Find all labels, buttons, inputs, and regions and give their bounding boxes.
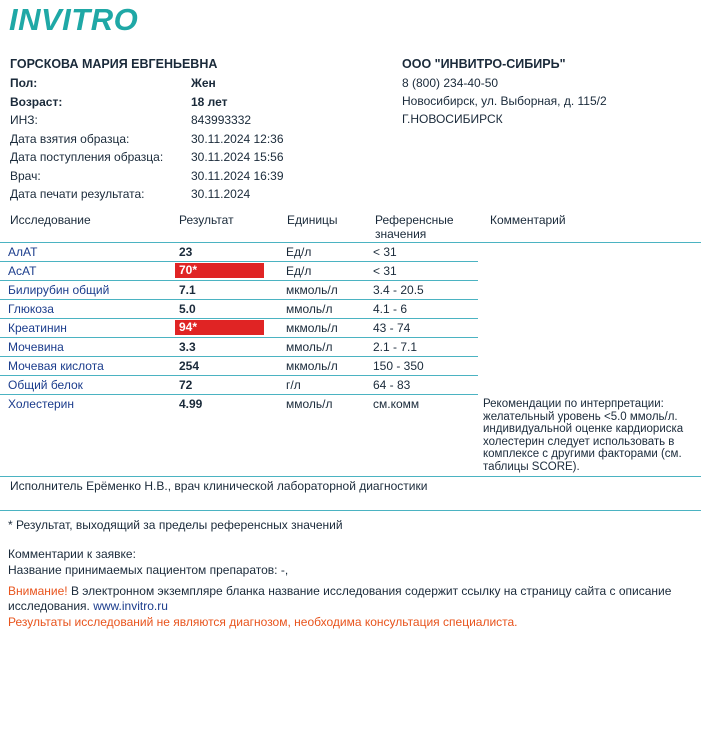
result-value: 72 — [179, 378, 193, 392]
table-row — [0, 281, 701, 300]
table-row — [0, 338, 701, 357]
patient-field-label: Пол: — [10, 76, 38, 90]
warning-label: Внимание! — [8, 584, 68, 598]
test-name-link[interactable]: Мочевая кислота — [8, 359, 104, 373]
patient-field-label: Дата поступления образца: — [10, 150, 164, 164]
footnote: * Результат, выходящий за пределы референсных значений — [8, 518, 343, 532]
result-unit: мкмоль/л — [286, 283, 338, 297]
patient-field-value: 30.11.2024 15:56 — [191, 150, 284, 164]
result-value: 5.0 — [179, 302, 196, 316]
result-value-abnormal: 70* — [175, 263, 264, 278]
lab-city: Г.НОВОСИБИРСК — [402, 112, 503, 126]
result-unit: ммоль/л — [286, 340, 333, 354]
result-unit: мкмоль/л — [286, 321, 338, 335]
patient-field-value: 30.11.2024 16:39 — [191, 168, 284, 183]
table-row — [0, 300, 701, 319]
patient-field-value: 30.11.2024 — [191, 187, 251, 201]
result-unit: ммоль/л — [286, 397, 333, 411]
invitro-logo: INVITRO — [9, 2, 139, 37]
notice-text: В электронном экземпляре бланка название исследования содержит ссылку на страницу сайта с описание — [67, 584, 672, 598]
reference-range: 150 - 350 — [373, 359, 424, 373]
header-reference: Референсные значения — [375, 213, 454, 241]
patient-field-label: Дата печати результата: — [10, 187, 145, 201]
lab-phone: 8 (800) 234-40-50 — [402, 76, 499, 90]
patient-field-label: Возраст: — [10, 94, 63, 109]
invitro-link[interactable]: www.invitro.ru — [93, 599, 168, 613]
patient-name: ГОРСКОВА МАРИЯ ЕВГЕНЬЕВНА — [10, 57, 218, 71]
table-row — [0, 357, 701, 376]
reference-range: < 31 — [373, 245, 397, 259]
table-bottom-divider — [0, 476, 701, 477]
result-unit: ммоль/л — [286, 302, 333, 316]
result-unit: мкмоль/л — [286, 359, 338, 373]
cholesterol-comment: Рекомендации по интерпретации: желательный уровень <5.0 ммоль/л. индивидуальной оценке кардиориска холестерин следует использовать в комплексе с другими факторами (см. таблицы SCORE). — [483, 398, 684, 473]
reference-range: 3.4 - 20.5 — [373, 283, 424, 297]
reference-range: см.комм — [373, 397, 420, 411]
result-unit: Ед/л — [286, 264, 312, 278]
patient-field-value: 18 лет — [191, 94, 228, 109]
table-row — [0, 243, 701, 262]
disclaimer: Результаты исследований не являются диагнозом, необходима консультация специалиста. — [8, 615, 518, 629]
test-name-link[interactable]: Билирубин общий — [8, 283, 110, 297]
test-name-link[interactable]: Глюкоза — [8, 302, 54, 316]
executor: Исполнитель Ерёменко Н.В., врач клинической лабораторной диагностики — [10, 479, 428, 493]
table-row — [0, 376, 701, 395]
lab-address: Новосибирск, ул. Выборная, д. 115/2 — [402, 94, 607, 108]
reference-range: 43 - 74 — [373, 321, 411, 335]
patient-field-label: Врач: — [10, 168, 41, 183]
result-unit: Ед/л — [286, 245, 312, 259]
reference-range: 2.1 - 7.1 — [373, 340, 418, 354]
result-value: 4.99 — [179, 397, 203, 411]
result-value: 23 — [179, 245, 193, 259]
test-name-link[interactable]: АсАТ — [8, 264, 37, 278]
test-name-link[interactable]: Креатинин — [8, 321, 67, 335]
header-units: Единицы — [287, 213, 338, 227]
header-result: Результат — [179, 213, 234, 227]
result-value-abnormal: 94* — [175, 320, 264, 335]
test-name-link[interactable]: Мочевина — [8, 340, 64, 354]
patient-field-label: ИНЗ: — [10, 113, 38, 127]
lab-name: ООО "ИНВИТРО-СИБИРЬ" — [402, 57, 566, 71]
footer-divider — [0, 510, 701, 511]
patient-field-value: 30.11.2024 12:36 — [191, 131, 284, 146]
table-row — [0, 319, 701, 338]
test-name-link[interactable]: АлАТ — [8, 245, 38, 259]
patient-field-label: Дата взятия образца: — [10, 131, 130, 146]
header-test: Исследование — [10, 213, 91, 227]
notice — [8, 584, 671, 598]
result-unit: г/л — [286, 378, 301, 392]
result-value: 3.3 — [179, 340, 196, 354]
order-comments-title: Комментарии к заявке: — [8, 547, 136, 561]
reference-range: 64 - 83 — [373, 378, 411, 392]
table-row — [0, 262, 701, 281]
test-name-link[interactable]: Холестерин — [8, 397, 74, 411]
notice-line2 — [8, 599, 168, 613]
notice-text2: исследования. — [8, 599, 90, 613]
patient-field-value: 843993332 — [191, 113, 252, 127]
reference-range: 4.1 - 6 — [373, 302, 408, 316]
result-value: 7.1 — [179, 283, 196, 297]
patient-field-value: Жен — [191, 76, 216, 90]
result-value: 254 — [179, 359, 200, 373]
reference-range: < 31 — [373, 264, 397, 278]
order-comments-drugs: Название принимаемых пациентом препаратов: -, — [8, 563, 289, 577]
header-comment: Комментарий — [490, 213, 566, 227]
test-name-link[interactable]: Общий белок — [8, 378, 83, 392]
